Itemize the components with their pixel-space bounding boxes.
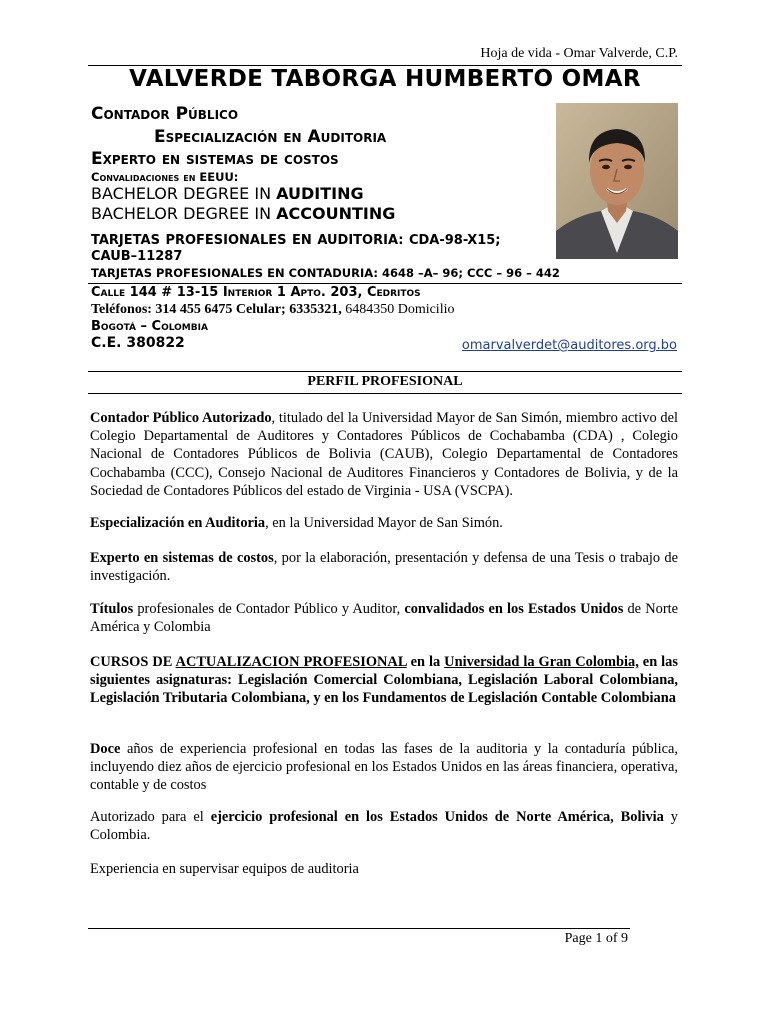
bachelor-auditing: BACHELOR DEGREE IN AUDITING [91,184,364,203]
page-number: Page 1 of 9 [564,931,628,946]
email-link[interactable]: omarvalverdet@auditores.org.bo [461,338,677,353]
profile-paragraph-7: Autorizado para el ejercicio profesional en los Estados Unidos de Norte América, Bolivia y Colombia. [90,809,678,844]
profile-photo [556,103,678,259]
profile-paragraph-5: CURSOS DE ACTUALIZACION PROFESIONAL en la Universidad la Gran Colombia, en las siguientes asignaturas: Legislación Comercial Colombiana, Legislación Laboral Colombiana, Legislación Tributaria Colombiana, y en los Fundamentos de Legislación Contable Colombiana [90,654,678,707]
ce-number: C.E. 380822 [91,335,185,351]
footer-rule [88,928,630,929]
profile-paragraph-4: Títulos profesionales de Contador Público y Auditor, convalidados en los Estados Unidos de Norte América y Colombia [90,601,678,636]
tarjetas-auditoria-line1: TARJETAS PROFESIONALES EN AUDITORIA: CDA-98-X15; [91,233,501,248]
section-rule-top [88,371,682,372]
person-photo-icon [556,103,678,259]
title-convalidaciones: Convalidaciones en EEUU: [91,170,239,184]
title-contador: Contador Público [91,104,239,124]
profile-paragraph-1: Contador Público Autorizado, titulado del la Universidad Mayor de San Simón, miembro activo del Colegio Departamental de Auditores y Contadores Públicos de Cochabamba (CDA) , Colegio Nacional de Contadores Públicos de Bolivia (CAUB), Colegio Departamental de Contadores Cochabamba (CCC), Consejo Nacional de Auditores Financieros y Contadores de Bolivia, y de la Sociedad de Contadores Públicos del estado de Virginia - USA (VSCPA). [90,410,679,499]
candidate-name: VALVERDE TABORGA HUMBERTO OMAR [129,66,641,92]
profile-paragraph-6: Doce años de experiencia profesional en todas las fases de la auditoria y la contaduría pública, incluyendo diez años de ejercicio profesional en los Estados Unidos en las áreas financiera, operativa, contable y de costos [90,741,678,794]
city: Bogotá – Colombia [91,319,208,334]
section-rule-bottom [88,393,682,394]
bachelor-accounting: BACHELOR DEGREE IN ACCOUNTING [91,204,396,223]
section-title: PERFIL PROFESIONAL [307,374,463,389]
profile-paragraph-8: Experiencia en supervisar equipos de auditoria [90,861,359,877]
contact-rule [88,283,682,284]
profile-paragraph-2: Especialización en Auditoria, en la Universidad Mayor de San Simón. [90,515,503,531]
tarjetas-contaduria: TARJETAS PROFESIONALES EN CONTADURIA: 4648 –A– 96; CCC – 96 – 442 [91,266,560,280]
address: Calle 144 # 13-15 Interior 1 Apto. 203, Cedritos [91,285,421,300]
running-header: Hoja de vida - Omar Valverde, C.P. [480,46,678,61]
title-experto: Experto en sistemas de costos [91,149,339,169]
tarjetas-auditoria-line2: CAUB–11287 [91,249,183,264]
profile-paragraph-3: Experto en sistemas de costos, por la elaboración, presentación y defensa de una Tesis o trabajo de investigación. [90,550,678,585]
title-especializacion: Especialización en Auditoria [154,127,387,147]
phones: Teléfonos: 314 455 6475 Celular; 6335321, 6484350 Domicilio [91,302,455,317]
